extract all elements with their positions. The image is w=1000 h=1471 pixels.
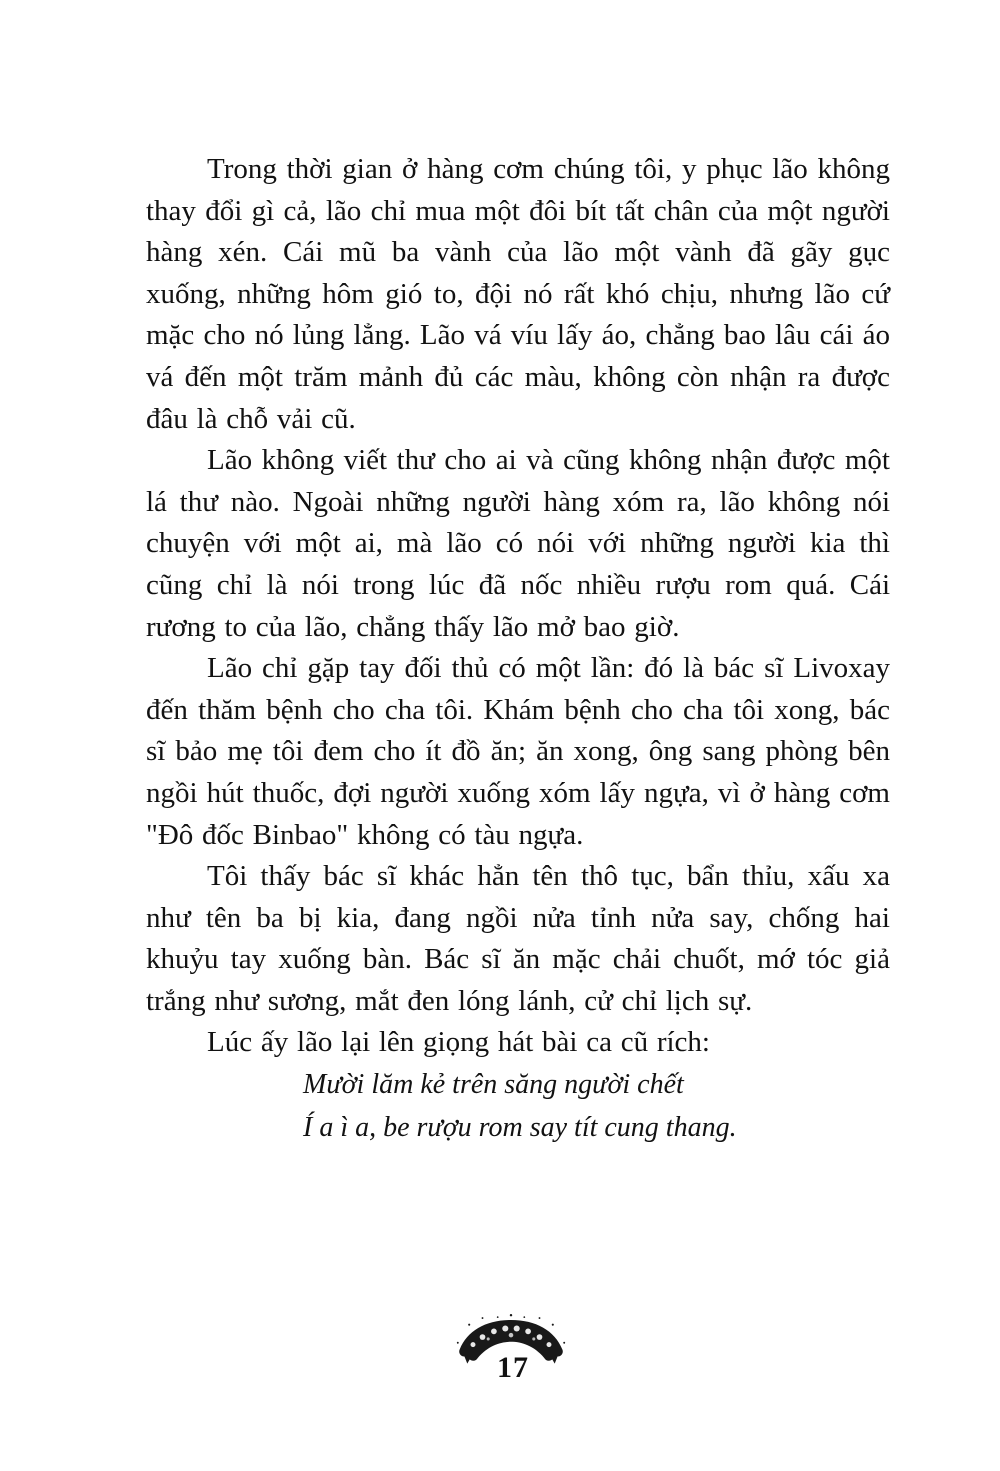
song-line: Mười lăm kẻ trên săng người chết — [303, 1069, 684, 1101]
paragraph: Lão chỉ gặp tay đối thủ có một lần: đó là bác sĩ Livoxay đến thăm bệnh cho cha tôi. Khám bệnh cho cha tôi xong, bác sĩ bảo mẹ tôi đem cho ít đồ ăn; ăn xong, ông sang phòng bên ngồi hút thuốc, đợi người xuống xóm lấy ngựa, vì ở hàng cơm "Đô đốc Binbao" không có tàu ngựa. — [146, 652, 890, 851]
song-intro: Lúc ấy lão lại lên giọng hát bài ca cũ rích: — [207, 1026, 710, 1059]
paragraph: Tôi thấy bác sĩ khác hẳn tên thô tục, bẩn thỉu, xấu xa như tên ba bị kia, đang ngồi nửa tỉnh nửa say, chống hai khuỷu tay xuống bàn. Bác sĩ ăn mặc chải chuốt, mớ tóc giả trắng như sương, mắt đen lóng lánh, cử chỉ lịch sự. — [146, 860, 890, 1017]
song-line: Í a ì a, be rượu rom say tít cung thang. — [303, 1111, 737, 1143]
page-number: 17 — [497, 1351, 529, 1384]
text-block — [146, 149, 890, 1149]
paragraph: Trong thời gian ở hàng cơm chúng tôi, y phục lão không thay đổi gì cả, lão chỉ mua một đôi bít tất chân của một người hàng xén. Cái mũ ba vành của lão một vành đã gãy gục xuống, những hôm gió to, đội nó rất khó chịu, nhưng lão cứ mặc cho nó lủng lẳng. Lão vá víu lấy áo, chẳng bao lâu cái áo vá đến một trăm mảnh đủ các màu, không còn nhận ra được đâu là chỗ vải cũ. — [146, 153, 890, 435]
paragraph: Lão không viết thư cho ai và cũng không nhận được một lá thư nào. Ngoài những người hàng xóm ra, lão không nói chuyện với một ai, mà lão có nói với những người kia thì cũng chỉ là nói trong lúc đã nốc nhiều rượu rom quá. Cái rương to của lão, chẳng thấy lão mở bao giờ. — [146, 444, 890, 643]
